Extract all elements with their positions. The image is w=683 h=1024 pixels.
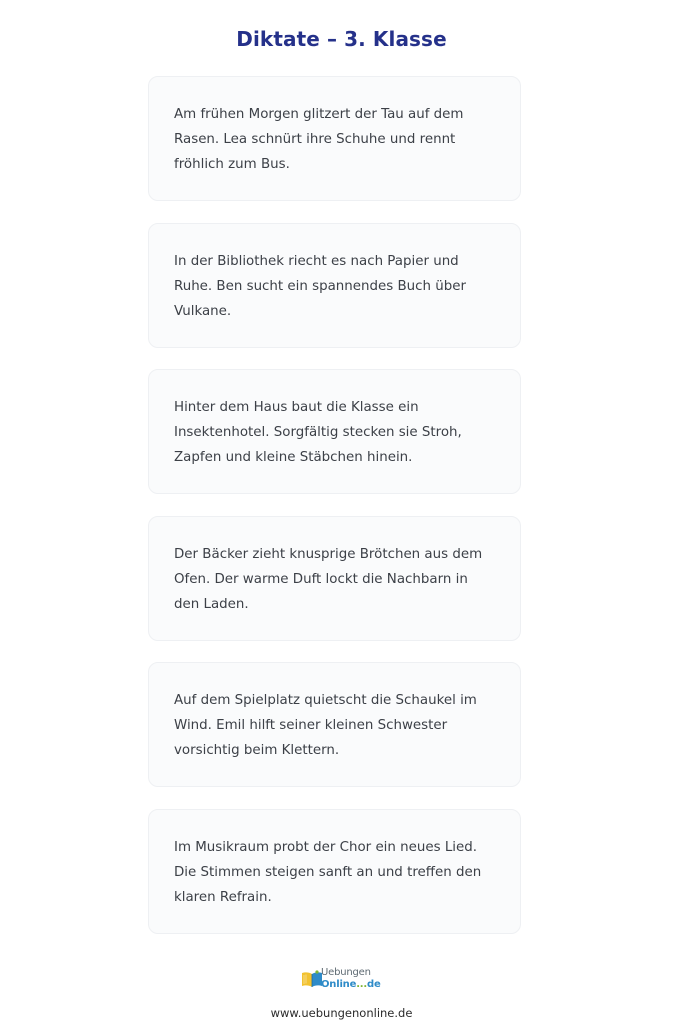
dictation-card (148, 223, 521, 348)
dictation-text: Hinter dem Haus baut die Klasse ein Insektenhotel. Sorgfältig stecken sie Stroh, Zapfen und kleine Stäbchen hinein. (174, 400, 462, 465)
dictation-list (148, 76, 521, 956)
logo-word-online (321, 979, 381, 990)
open-book-icon (301, 969, 323, 989)
footer-url[interactable]: www.uebungenonline.de (270, 1006, 413, 1020)
dictation-text: Auf dem Spielplatz quietscht die Schaukel im Wind. Emil hilft seiner kleinen Schwester vorsichtig beim Klettern. (174, 693, 477, 758)
logo-word-uebungen: Uebungen (321, 967, 371, 978)
logo-tld: de (366, 979, 381, 990)
dictation-card (148, 809, 521, 934)
logo-dots: ... (356, 979, 367, 990)
dictation-card (148, 662, 521, 787)
dictation-card (148, 369, 521, 494)
site-logo[interactable] (301, 967, 385, 995)
dictation-card (148, 516, 521, 641)
dictation-text: Im Musikraum probt der Chor ein neues Lied. Die Stimmen steigen sanft an und treffen den klaren Refrain. (174, 840, 482, 905)
page-title: Diktate – 3. Klasse (236, 27, 447, 52)
dictation-card (148, 76, 521, 201)
logo-online-text: Online (321, 979, 357, 990)
dictation-text: Am frühen Morgen glitzert der Tau auf dem Rasen. Lea schnürt ihre Schuhe und rennt fröhlich zum Bus. (174, 107, 464, 172)
dictation-text: In der Bibliothek riecht es nach Papier und Ruhe. Ben sucht ein spannendes Buch über Vulkane. (174, 254, 466, 319)
dictation-text: Der Bäcker zieht knusprige Brötchen aus dem Ofen. Der warme Duft lockt die Nachbarn in den Laden. (174, 547, 483, 612)
